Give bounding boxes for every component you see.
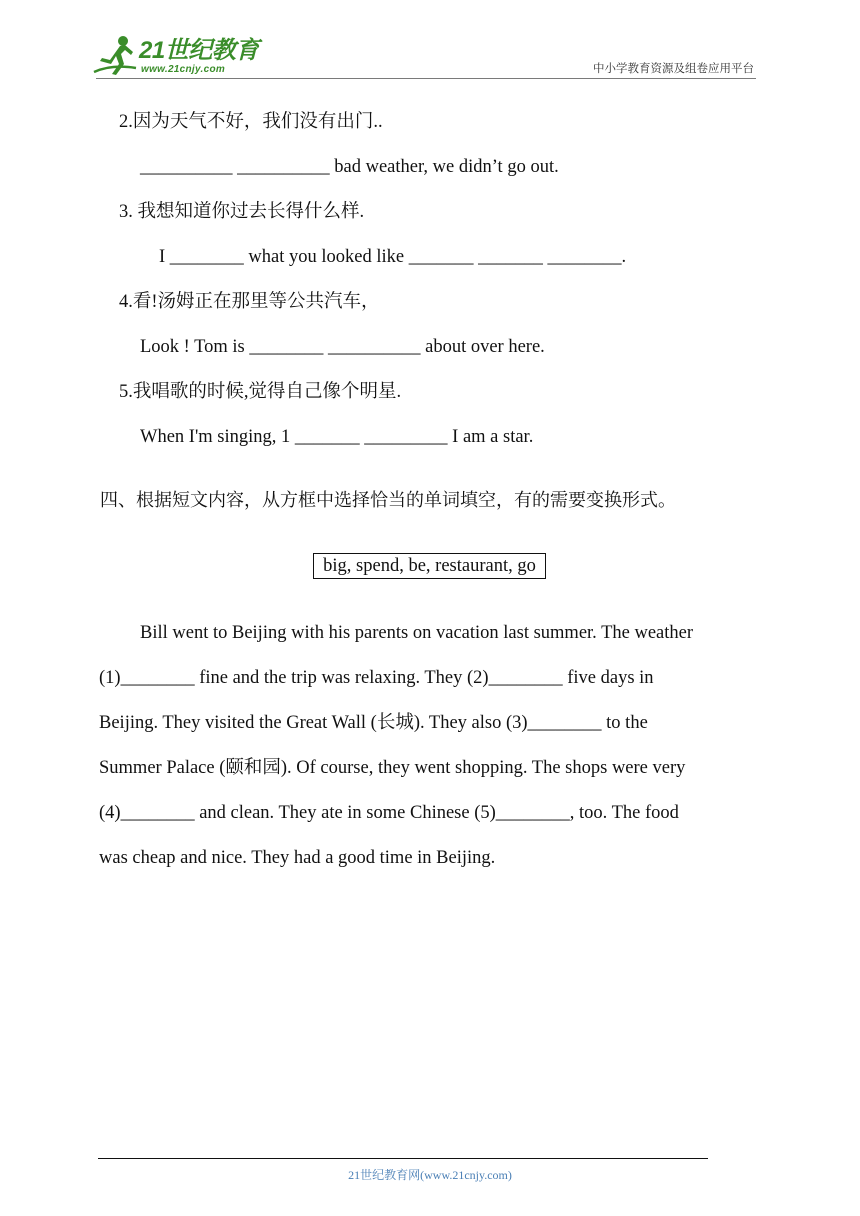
logo-text: 21世纪教育 bbox=[139, 37, 259, 64]
item-4-english: Look ! Tom is ________ __________ about over here. bbox=[140, 337, 545, 357]
item-5-english: When I'm singing, 1 _______ _________ I am a star. bbox=[140, 427, 534, 447]
runner-icon bbox=[92, 34, 138, 76]
footer-text: 21世纪教育网(www.21cnjy.com) bbox=[348, 1168, 512, 1182]
site-logo bbox=[92, 34, 267, 78]
passage-line-3: Beijing. They visited the Great Wall (长城). They also (3)________ to the bbox=[99, 713, 648, 733]
header-tagline: 中小学教育资源及组卷应用平台 bbox=[593, 61, 754, 75]
item-2-chinese: 2.因为天气不好，我们没有出门.. bbox=[119, 112, 383, 132]
passage-line-4: Summer Palace (颐和园). Of course, they went shopping. The shops were very bbox=[99, 758, 686, 778]
passage-line-1: Bill went to Beijing with his parents on vacation last summer. The weather bbox=[140, 623, 694, 643]
item-2-english: __________ __________ bad weather, we didn’t go out. bbox=[140, 157, 559, 177]
section-4-heading: 四、根据短文内容，从方框中选择恰当的单词填空，有的需要变换形式。 bbox=[100, 490, 676, 511]
passage-line-5: (4)________ and clean. They ate in some Chinese (5)________, too. The food bbox=[99, 803, 679, 823]
item-5-chinese: 5.我唱歌的时候,觉得自己像个明星. bbox=[119, 382, 402, 402]
passage-line-2: (1)________ fine and the trip was relaxing. They (2)________ five days in bbox=[99, 668, 654, 688]
word-box: big, spend, be, restaurant, go bbox=[313, 553, 546, 579]
item-3-english: I ________ what you looked like _______ _______ ________. bbox=[159, 247, 627, 267]
logo-url: www.21cnjy.com bbox=[141, 64, 226, 75]
item-3-chinese: 3. 我想知道你过去长得什么样. bbox=[119, 202, 365, 222]
header-divider bbox=[96, 78, 756, 79]
footer-divider bbox=[98, 1158, 708, 1159]
item-4-chinese: 4.看!汤姆正在那里等公共汽车， bbox=[119, 292, 380, 312]
passage-line-6: was cheap and nice. They had a good time in Beijing. bbox=[99, 848, 496, 868]
